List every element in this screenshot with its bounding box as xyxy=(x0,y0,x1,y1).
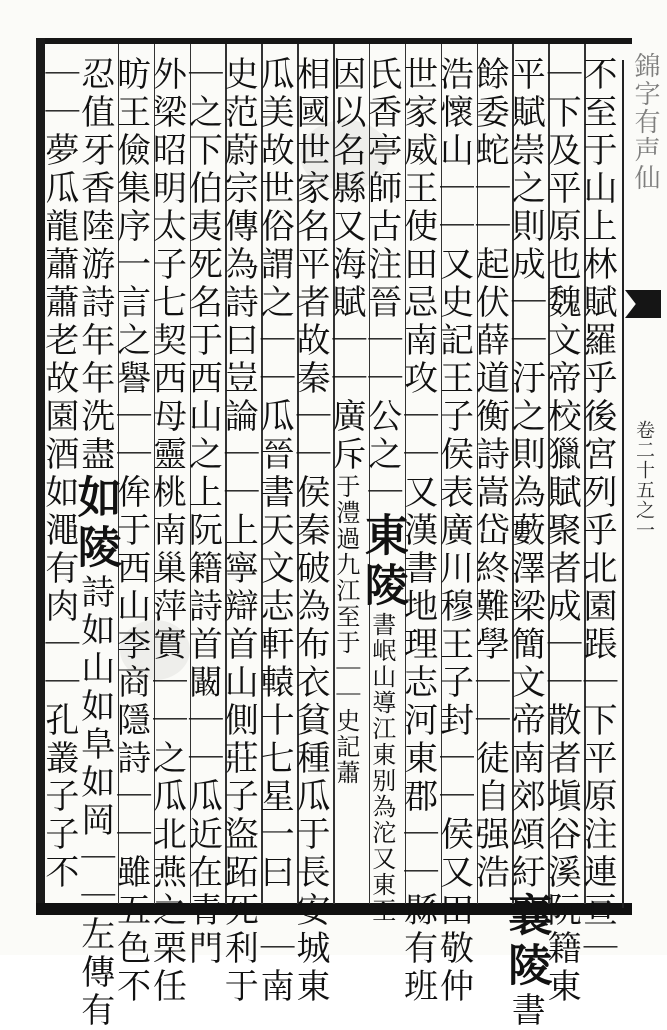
column-text-tail: 詩如山如阜如岡｜｜左傳有 xyxy=(74,574,115,1030)
text-column-8 xyxy=(325,56,368,901)
column-text-tail: 書 xyxy=(505,992,546,1030)
column-text: 世家威王使田忌南攻｜｜又漢書地理志河東郡｜｜縣有班 xyxy=(397,56,438,1006)
column-text: 忍值牙香陸游詩年年洗盡 xyxy=(74,56,115,474)
column-text: 氏香亭師古注晉｜｜公之｜ xyxy=(361,56,402,512)
margin-strip xyxy=(625,40,663,908)
column-text-tail: 于澧過九江至于｜｜史記蕭 xyxy=(331,474,360,786)
column-text: 浩懷山｜｜又史記王子侯表廣川穆王子封｜｜侯又田敬仲 xyxy=(433,56,474,1006)
column-text: 外梁昭明太子七契西母靈桃南巢萍實｜｜之瓜北燕之栗任 xyxy=(146,56,187,1006)
text-column-5 xyxy=(433,56,476,1006)
column-text: 不至于山上林賦羅乎後宮列乎北園䠆｜下平原注連亘｜ xyxy=(577,56,617,968)
text-column-12 xyxy=(182,56,225,968)
volume-label: 卷二十五之一 xyxy=(633,420,655,540)
text-column-4 xyxy=(469,56,512,901)
fish-tail-mark xyxy=(625,290,661,318)
text-column-15 xyxy=(69,56,121,1030)
column-text-tail: 書岷山導江東别為沱又東至 xyxy=(367,612,396,924)
text-column-3 xyxy=(500,56,552,1030)
text-column-7 xyxy=(356,56,408,924)
column-text: ｜下及平原也魏文帝校獵賦聚者成｜｜散者塡谷溪阮籍東 xyxy=(541,56,582,1006)
text-column-10 xyxy=(254,56,296,1006)
text-column-6 xyxy=(397,56,440,1006)
text-column-1 xyxy=(577,56,619,968)
column-text: ｜｜夢瓜龍蕭蕭老故園 xyxy=(38,56,79,436)
headword: 如陵 xyxy=(69,474,121,574)
column-text: 相國世家名平者故秦｜｜侯秦破為布衣貧種瓜于長安城東 xyxy=(290,56,330,1006)
column-text-tail: 浩 xyxy=(469,854,510,892)
text-column-11 xyxy=(218,56,260,1006)
column-text: 餘委蛇｜｜起伏薛道衡詩嵩岱終難學｜｜徒自强 xyxy=(469,56,510,854)
headword: 襄陵 xyxy=(500,892,552,992)
frame-right-border xyxy=(622,60,624,908)
text-column-2 xyxy=(541,56,583,1006)
headword: 東陵 xyxy=(356,512,408,612)
column-text: 史范蔚宗傳為詩曰豈論｜｜上寧辯首山側莊子盜跖死利于 xyxy=(218,56,259,1006)
column-text-tail: 酒如澠有肉｜｜孔叢子子不 xyxy=(38,436,79,892)
column-text: 平賦崇之則成｜｜汙之則為藪澤梁簡文帝南郊頌紆 xyxy=(505,56,546,892)
column-text: ｜之下伯夷死名于西山之上阮籍詩首闞｜｜瓜近在青門 xyxy=(182,56,223,968)
text-column-14 xyxy=(110,56,153,1006)
column-text: 昉王儉集序一言之譽｜｜侔于西山李商隱詩｜｜雖五色不 xyxy=(110,56,151,1006)
column-text: 因以名縣又海賦｜｜廣斥 xyxy=(325,56,366,474)
text-column-9 xyxy=(290,56,332,1006)
text-column-13 xyxy=(146,56,189,1006)
column-text: 瓜美故世俗謂之｜｜瓜晉書天文志軒轅十七星一曰｜｜南 xyxy=(254,56,295,1006)
text-column-16 xyxy=(38,56,81,901)
book-title: 錦字有声仙 xyxy=(630,52,660,192)
